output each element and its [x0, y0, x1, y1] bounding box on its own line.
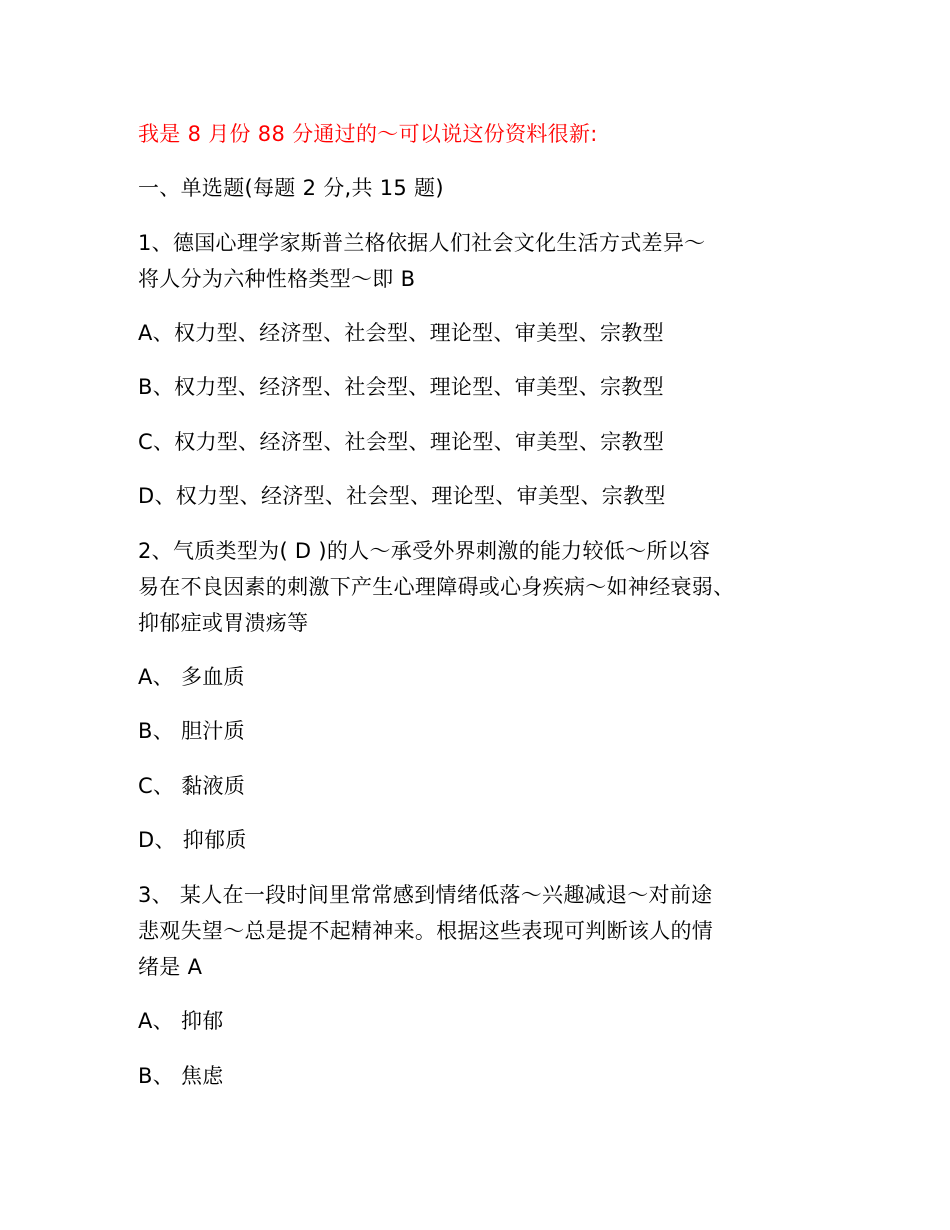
- question-1-stem-line-1: 1、德国心理学家斯普兰格依据人们社会文化生活方式差异～: [138, 231, 706, 255]
- question-2-stem-line-3: 抑郁症或胃溃疡等: [138, 611, 309, 635]
- question-3-stem-line-1: 3、 某人在一段时间里常常感到情绪低落～兴趣减退～对前途: [138, 883, 713, 907]
- question-2-option-a: A、 多血质: [138, 665, 245, 689]
- question-2-option-b: B、 胆汁质: [138, 719, 245, 743]
- question-3-option-b: B、 焦虑: [138, 1064, 224, 1088]
- intro-note: 我是 8 月份 88 分通过的～可以说这份资料很新:: [138, 122, 598, 146]
- question-2-option-c: C、 黏液质: [138, 774, 246, 798]
- question-1-stem-line-2: 将人分为六种性格类型～即 B: [138, 267, 416, 291]
- question-2-option-d: D、 抑郁质: [138, 828, 247, 852]
- section-heading: 一、单选题(每题 2 分,共 15 题): [138, 176, 444, 200]
- question-3-option-a: A、 抑郁: [138, 1009, 224, 1033]
- question-3-stem-line-2: 悲观失望～总是提不起精神来。根据这些表现可判断该人的情: [138, 919, 714, 943]
- question-2-stem-line-2: 易在不良因素的刺激下产生心理障碍或心身疾病～如神经衰弱、: [138, 575, 735, 599]
- question-2-stem-line-1: 2、气质类型为( D )的人～承受外界刺激的能力较低～所以容: [138, 539, 711, 563]
- question-1-option-a: A、权力型、经济型、社会型、理论型、审美型、宗教型: [138, 321, 664, 345]
- question-1-option-d: D、权力型、经济型、社会型、理论型、审美型、宗教型: [138, 484, 666, 508]
- question-1-option-c: C、权力型、经济型、社会型、理论型、审美型、宗教型: [138, 430, 665, 454]
- question-1-option-b: B、权力型、经济型、社会型、理论型、审美型、宗教型: [138, 375, 664, 399]
- question-3-stem-line-3: 绪是 A: [138, 955, 203, 979]
